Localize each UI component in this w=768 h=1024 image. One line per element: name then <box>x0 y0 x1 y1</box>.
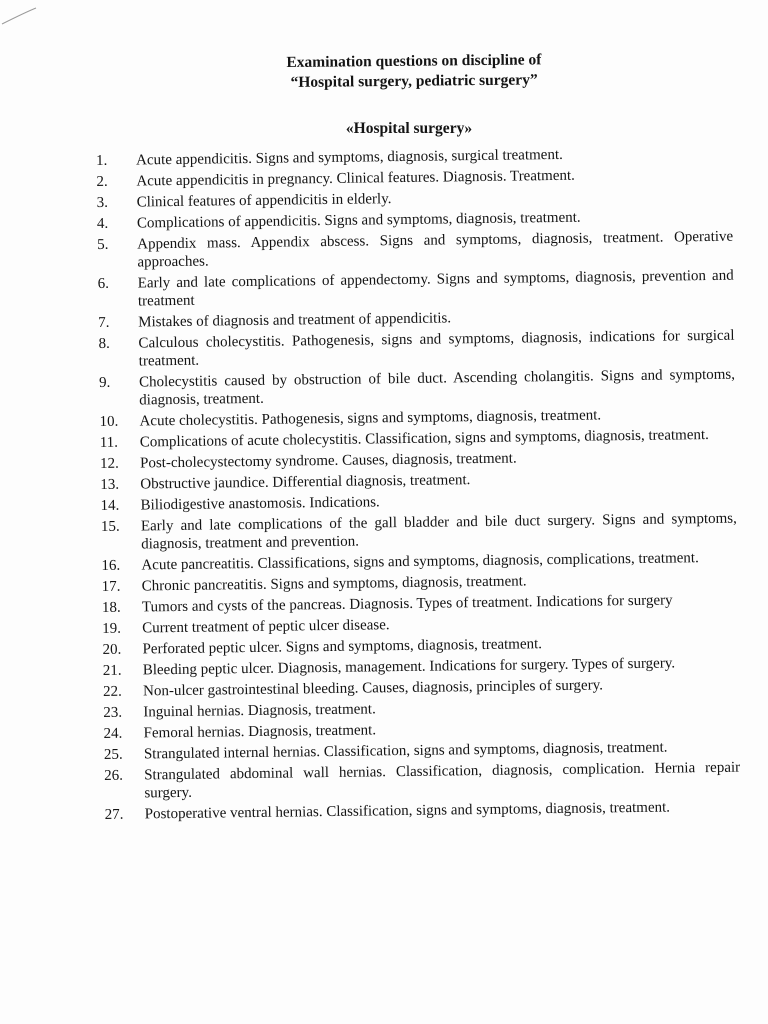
pen-mark <box>0 0 60 40</box>
question-number: 16. <box>101 557 121 574</box>
question-text: Complications of acute cholecystitis. Classification, signs and symptoms, diagnosis, treatment. <box>139 427 709 451</box>
question-text: Acute cholecystitis. Pathogenesis, signs and symptoms, diagnosis, treatment. <box>139 407 602 430</box>
question-text: Acute appendicitis. Signs and symptoms, diagnosis, surgical treatment. <box>136 146 563 169</box>
question-item <box>97 228 733 272</box>
question-number: 8. <box>98 335 110 352</box>
question-number: 7. <box>98 314 110 331</box>
question-number: 21. <box>102 662 122 679</box>
question-text: Perforated peptic ulcer. Signs and symptoms, diagnosis, treatment. <box>142 636 543 658</box>
question-text: Post-cholecystectomy syndrome. Causes, diagnosis, treatment. <box>139 450 517 472</box>
question-list <box>96 144 741 827</box>
question-item <box>98 267 734 311</box>
question-text: Clinical features of appendicitis in elderly. <box>136 191 392 211</box>
question-number: 23. <box>103 704 123 721</box>
question-number: 4. <box>96 215 109 232</box>
question-text: Current treatment of peptic ulcer disease. <box>142 617 390 637</box>
question-text: Obstructive jaundice. Differential diagnosis, treatment. <box>140 472 471 493</box>
question-text: Chronic pancreatitis. Signs and symptoms, diagnosis, treatment. <box>141 573 527 595</box>
question-number: 10. <box>99 413 119 430</box>
question-number: 19. <box>102 620 122 637</box>
question-text: Acute pancreatitis. Classifications, signs and symptoms, diagnosis, complications, treatment. <box>141 550 699 574</box>
question-text: Strangulated abdominal wall hernias. Classification, diagnosis, complication. Hernia repair surgery. <box>144 759 741 802</box>
question-number: 3. <box>96 194 109 211</box>
question-item <box>99 366 735 410</box>
question-text: Acute appendicitis in pregnancy. Clinical features. Diagnosis. Treatment. <box>136 167 575 190</box>
question-number: 13. <box>100 476 120 493</box>
question-item <box>101 510 737 554</box>
question-text: Mistakes of diagnosis and treatment of appendicitis. <box>138 310 452 331</box>
question-number: 6. <box>97 275 110 292</box>
question-text: Femoral hernias. Diagnosis, treatment. <box>143 722 377 742</box>
question-number: 15. <box>100 518 120 535</box>
question-text: Early and late complications of the gall bladder and bile duct surgery. Signs and symptoms, diagnosis, treatment and prevention. <box>140 510 737 553</box>
question-text: Early and late complications of appendectomy. Signs and symptoms, diagnosis, prevention and treatment <box>137 267 734 310</box>
question-number: 27. <box>104 806 124 823</box>
question-number: 9. <box>98 374 111 391</box>
question-text: Biliodigestive anastomosis. Indications. <box>140 494 380 514</box>
question-number: 17. <box>101 578 121 595</box>
question-number: 14. <box>100 497 120 514</box>
question-text: Tumors and cysts of the pancreas. Diagnosis. Types of treatment. Indications for surgery <box>141 592 673 616</box>
question-number: 25. <box>103 746 123 763</box>
question-item <box>104 759 740 803</box>
question-text: Complications of appendicitis. Signs and symptoms, diagnosis, treatment. <box>136 209 581 232</box>
question-number: 26. <box>104 767 124 784</box>
document-title <box>0 48 768 96</box>
section-title: «Hospital surgery» <box>345 120 473 137</box>
question-text: Bleeding peptic ulcer. Diagnosis, management. Indications for surgery. Types of surgery. <box>142 655 676 679</box>
question-item <box>98 327 734 371</box>
question-number: 18. <box>101 599 121 616</box>
question-number: 2. <box>96 173 108 190</box>
question-text: Strangulated internal hernias. Classification, signs and symptoms, diagnosis, treatment. <box>143 739 668 763</box>
question-number: 24. <box>103 725 123 742</box>
question-number: 11. <box>99 434 119 451</box>
question-number: 22. <box>102 683 122 700</box>
question-number: 20. <box>102 641 122 658</box>
question-number: 12. <box>99 455 119 472</box>
question-text: Cholecystitis caused by obstruction of bile duct. Ascending cholangitis. Signs and symptoms, diagnosis, treatment. <box>138 366 736 409</box>
question-text: Non-ulcer gastrointestinal bleeding. Causes, diagnosis, principles of surgery. <box>142 677 604 700</box>
question-text: Calculous cholecystitis. Pathogenesis, signs and symptoms, diagnosis, indications for surgical treatment. <box>138 327 735 370</box>
question-number: 1. <box>96 152 108 169</box>
question-text: Postoperative ventral hernias. Classification, signs and symptoms, diagnosis, treatment. <box>144 799 671 823</box>
title-line-2: “Hospital surgery, pediatric surgery” <box>290 71 538 91</box>
question-text: Appendix mass. Appendix abscess. Signs and symptoms, diagnosis, treatment. Operative approaches. <box>137 228 734 271</box>
question-text: Inguinal hernias. Diagnosis, treatment. <box>143 701 376 721</box>
title-line-1: Examination questions on discipline of <box>286 51 542 72</box>
question-number: 5. <box>97 236 109 253</box>
